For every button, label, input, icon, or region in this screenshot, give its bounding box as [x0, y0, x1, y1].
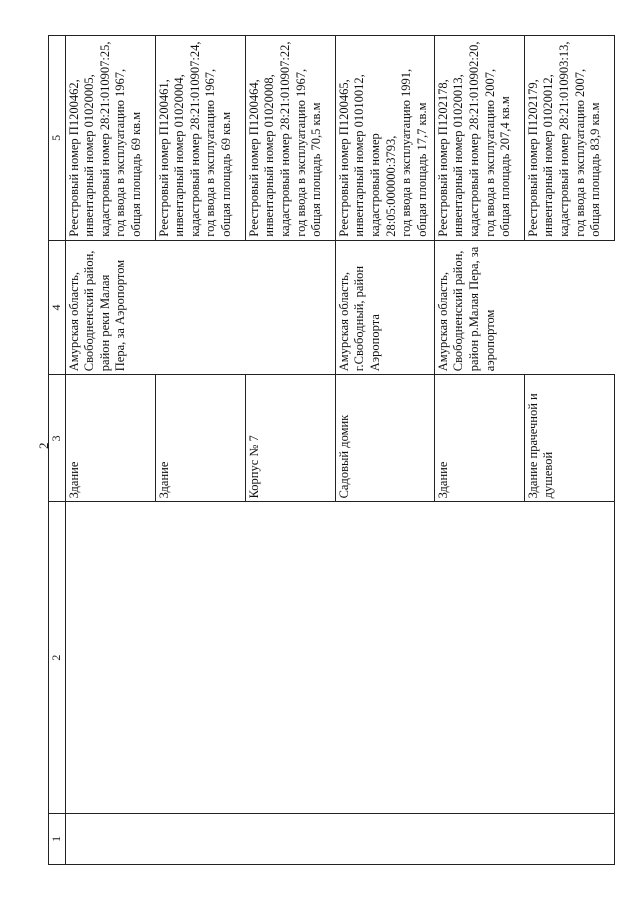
column-number-row — [49, 36, 66, 865]
object-details-cell: Реестровый номер П1200465, инвентарный номер 01010012, кадастровый номер 28:05:000000:3793, год ввода в эксплуатацию 1991, общая площадь 17,7 кв.м — [335, 36, 434, 241]
object-name-cell: Здание — [65, 375, 155, 502]
object-details-cell: Реестровый номер П1200464, инвентарный номер 01020008, кадастровый номер 28:21:010907:22, год ввода в эксплуатацию 1967, общая площадь 70,5 кв.м — [245, 36, 335, 241]
object-name-cell: Здание — [155, 375, 245, 502]
address-cell: Амурская область, Свободненский район, район реки Малая Пера, за Аэропортом — [65, 240, 335, 375]
column-number: 1 — [49, 813, 66, 864]
column-number: 4 — [49, 240, 66, 375]
object-name-cell: Здание прачечной и душевой — [524, 375, 614, 502]
property-table — [48, 35, 615, 865]
column-number: 2 — [49, 502, 66, 813]
object-name-cell: Корпус № 7 — [245, 375, 335, 502]
column-number: 3 — [49, 375, 66, 502]
document-table-wrapper — [48, 35, 615, 865]
object-details-cell: Реестровый номер П1202178, инвентарный номер 01020013, кадастровый номер 28:21:010902:20, год ввода в эксплуатацию 2007, общая площадь 207,4 кв.м — [434, 36, 524, 241]
table-row — [65, 36, 155, 865]
address-cell: Амурская область, Свободненский район, район р.Малая Пера, за аэропортом — [434, 240, 614, 375]
object-details-cell: Реестровый номер П1200461, инвентарный номер 01020004, кадастровый номер 28:21:010907:24, год ввода в эксплуатацию 1967, общая площадь 69 кв.м — [155, 36, 245, 241]
object-name-cell: Садовый домик — [335, 375, 434, 502]
empty-cell — [65, 813, 614, 864]
object-details-cell: Реестровый номер П1200462, инвентарный номер 01020005, кадастровый номер 28:21:010907:25, год ввода в эксплуатацию 1967, общая площадь 69 кв.м — [65, 36, 155, 241]
page-number: 2 — [36, 442, 51, 449]
object-name-cell: Здание — [434, 375, 524, 502]
object-details-cell: Реестровый номер П1202179, инвентарный номер 01020012, кадастровый номер 28:21:010903:13, год ввода в эксплуатацию 2007, общая площадь 83,9 кв.м — [524, 36, 614, 241]
address-cell: Амурская область, г.Свободный, район Аэропорта — [335, 240, 434, 375]
empty-cell — [65, 502, 614, 813]
column-number: 5 — [49, 36, 66, 241]
